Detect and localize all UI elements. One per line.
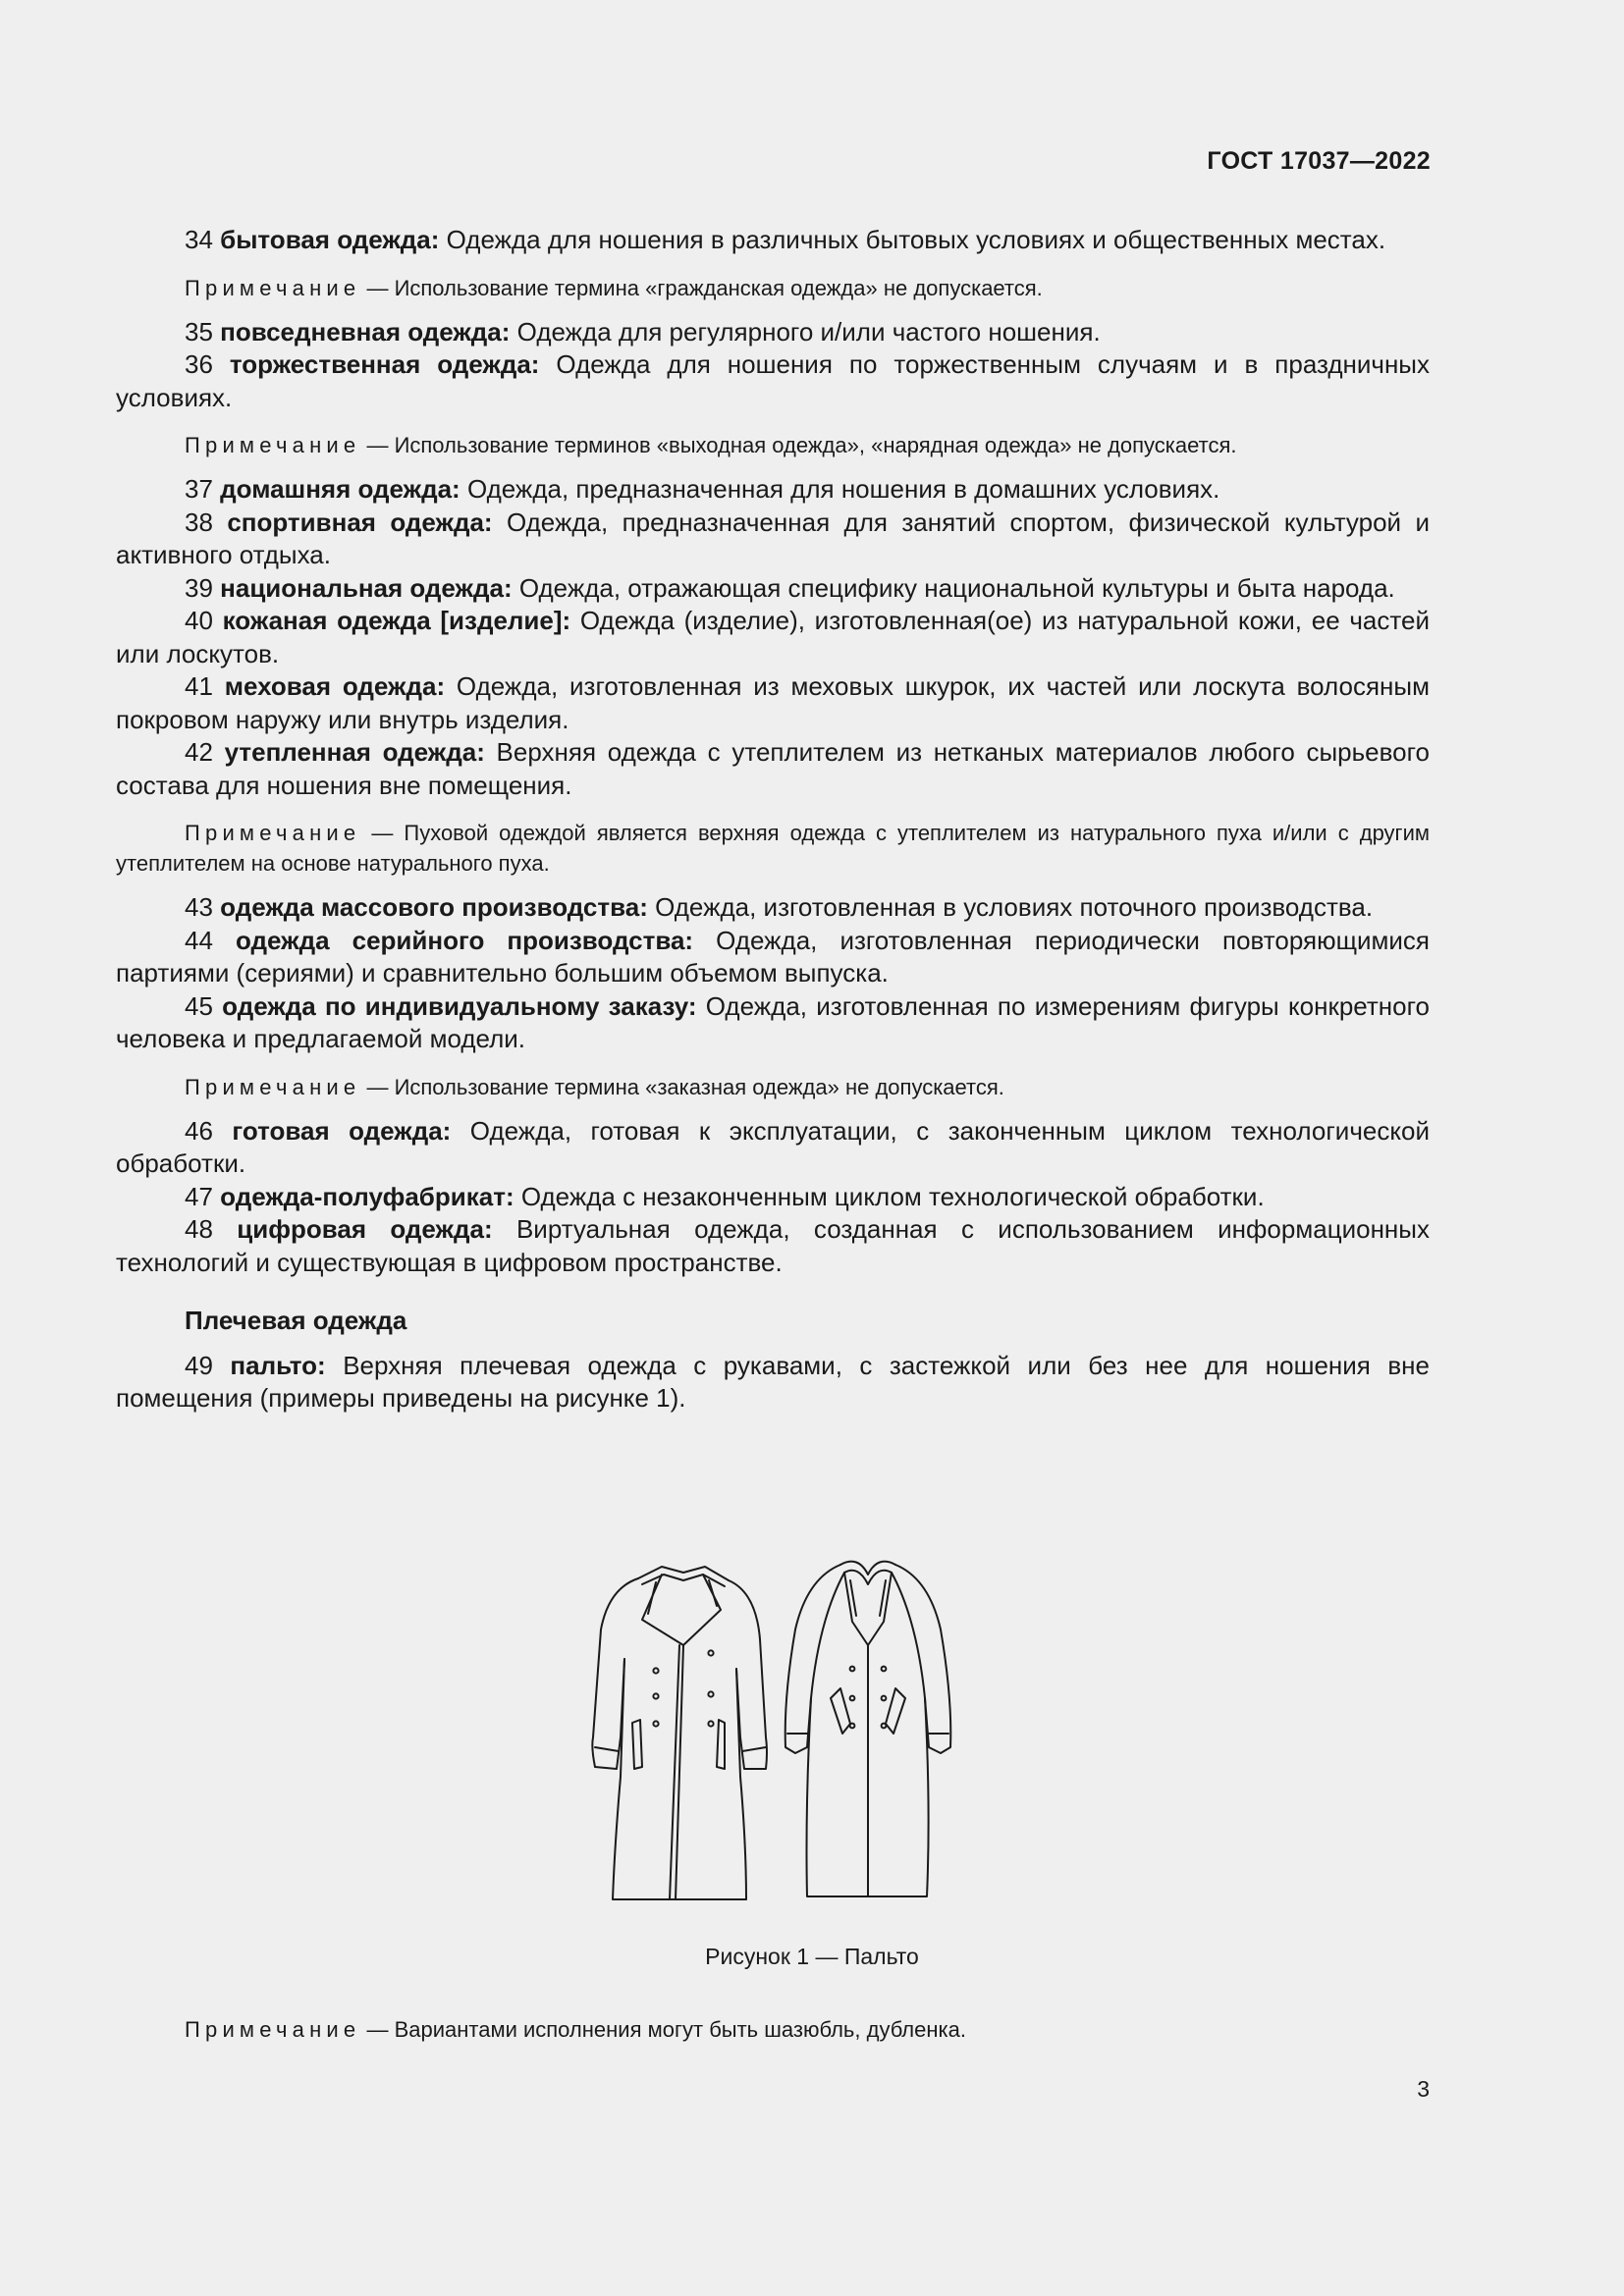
term-number: 36 [185,349,213,379]
note-4 [116,1072,1430,1102]
term-number: 41 [185,671,213,701]
section-heading: Плечевая одежда [185,1306,407,1335]
term-name: одежда серийного производства: [236,925,694,955]
term-entry [116,473,1430,507]
coat-left-drawing [592,1567,767,1899]
entries-group-b [116,316,1430,415]
term-name: меховая одежда: [224,671,446,701]
term-name: пальто: [230,1350,326,1380]
term-number: 46 [185,1115,213,1146]
term-definition: Одежда для регулярного и/или частого ношения. [510,316,1101,347]
note-label: Примечание [185,1074,361,1099]
term-entry [116,1115,1430,1181]
term-number: 40 [185,606,213,635]
entries-group-f [116,1350,1430,1415]
term-entry [116,605,1430,670]
term-entry [116,224,1430,257]
term-entry [116,925,1430,990]
term-number: 44 [185,925,213,955]
note-text: — Вариантами исполнения могут быть шазюбль, дубленка. [360,2017,966,2042]
term-entry [116,1181,1430,1214]
note-1 [116,273,1430,303]
term-number: 49 [185,1350,213,1380]
entries-group-d [116,891,1430,1056]
term-number: 37 [185,474,213,504]
term-name: цифровая одежда: [237,1214,493,1244]
note-label: Примечание [185,2017,361,2042]
term-name: спортивная одежда: [227,507,493,537]
term-entry [116,316,1430,349]
term-entry [116,1350,1430,1415]
entries-group-a [116,224,1430,257]
term-definition: Одежда с незаконченным циклом технологической обработки. [514,1181,1265,1211]
term-number: 47 [185,1181,213,1211]
term-entry [116,736,1430,802]
coats-figure [573,1551,976,1914]
term-entry [116,572,1430,606]
term-name: одежда-полуфабрикат: [220,1181,514,1211]
term-number: 38 [185,507,213,537]
term-name: бытовая одежда: [220,225,440,254]
term-name: домашняя одежда: [220,474,460,504]
term-definition: Одежда для ношения по торжественным случаям и в праздничных условиях. [116,349,1430,412]
term-name: повседневная одежда: [220,316,511,347]
term-name: торжественная одежда: [229,349,540,379]
term-definition: Одежда, отражающая специфику национальной культуры и быта народа. [512,572,1395,603]
term-definition: Одежда, изготовленная периодически повторяющимися партиями (сериями) и сравнительно большим объемом выпуска. [116,925,1430,988]
term-name: кожаная одежда [изделие]: [222,606,571,635]
note-text: — Пуховой одеждой является верхняя одежда с утеплителем из натурального пуха и/или с другим утеплителем на основе натурального пуха. [116,821,1430,876]
term-name: национальная одежда: [220,572,513,603]
term-number: 39 [185,572,213,603]
term-number: 48 [185,1214,213,1244]
note-5 [185,2017,966,2043]
note-3 [116,818,1430,879]
term-definition: Одежда, предназначенная для занятий спортом, физической культурой и активного отдыха. [116,507,1430,569]
note-label: Примечание [185,433,361,457]
term-name: утепленная одежда: [224,737,485,767]
note-text: — Использование термина «заказная одежда» не допускается. [360,1074,1004,1099]
term-definition: Виртуальная одежда, созданная с использованием информационных технологий и существующая в цифровом пространстве. [116,1214,1430,1277]
term-definition: Одежда, изготовленная из меховых шкурок, их частей или лоскута волосяным покровом наружу или внутрь изделия. [116,671,1430,734]
note-text: — Использование терминов «выходная одежда», «нарядная одежда» не допускается. [360,433,1237,457]
term-number: 43 [185,892,213,922]
term-number: 34 [185,225,213,254]
term-name: готовая одежда: [232,1115,452,1146]
term-definition: Одежда, готовая к эксплуатации, с законченным циклом технологической обработки. [116,1115,1430,1178]
term-name: одежда по индивидуальному заказу: [222,990,697,1021]
term-number: 35 [185,316,213,347]
term-entry [116,1213,1430,1279]
page-number: 3 [1417,2076,1430,2102]
term-number: 42 [185,737,213,767]
terms-content [116,224,1430,1415]
term-entry [116,348,1430,414]
note-label: Примечание [185,821,361,845]
figure-caption: Рисунок 1 — Пальто [705,1944,919,1969]
term-definition: Одежда (изделие), изготовленная(ое) из натуральной кожи, ее частей или лоскутов. [116,606,1430,668]
term-entry [116,507,1430,572]
note-text: — Использование термина «гражданская одежда» не допускается. [360,275,1043,300]
term-definition: Одежда, предназначенная для ношения в домашних условиях. [460,474,1220,504]
term-definition: Верхняя одежда с утеплителем из нетканых материалов любого сырьевого состава для ношения вне помещения. [116,737,1430,800]
entries-group-c [116,473,1430,802]
term-definition: Одежда, изготовленная по измерениям фигуры конкретного человека и предлагаемой модели. [116,990,1430,1053]
term-definition: Одежда для ношения в различных бытовых условиях и общественных местах. [439,225,1386,254]
term-name: одежда массового производства: [220,892,648,922]
note-label: Примечание [185,275,361,300]
document-id-header: ГОСТ 17037—2022 [1207,147,1431,175]
term-definition: Одежда, изготовленная в условиях поточного производства. [647,892,1374,922]
term-number: 45 [185,990,213,1021]
term-entry [116,891,1430,925]
term-entry [116,670,1430,736]
coat-right-drawing [785,1562,951,1896]
entries-group-e [116,1115,1430,1280]
term-entry [116,990,1430,1056]
note-2 [116,430,1430,460]
term-definition: Верхняя плечевая одежда с рукавами, с застежкой или без нее для ношения вне помещения (примеры приведены на рисунке 1). [116,1350,1430,1413]
